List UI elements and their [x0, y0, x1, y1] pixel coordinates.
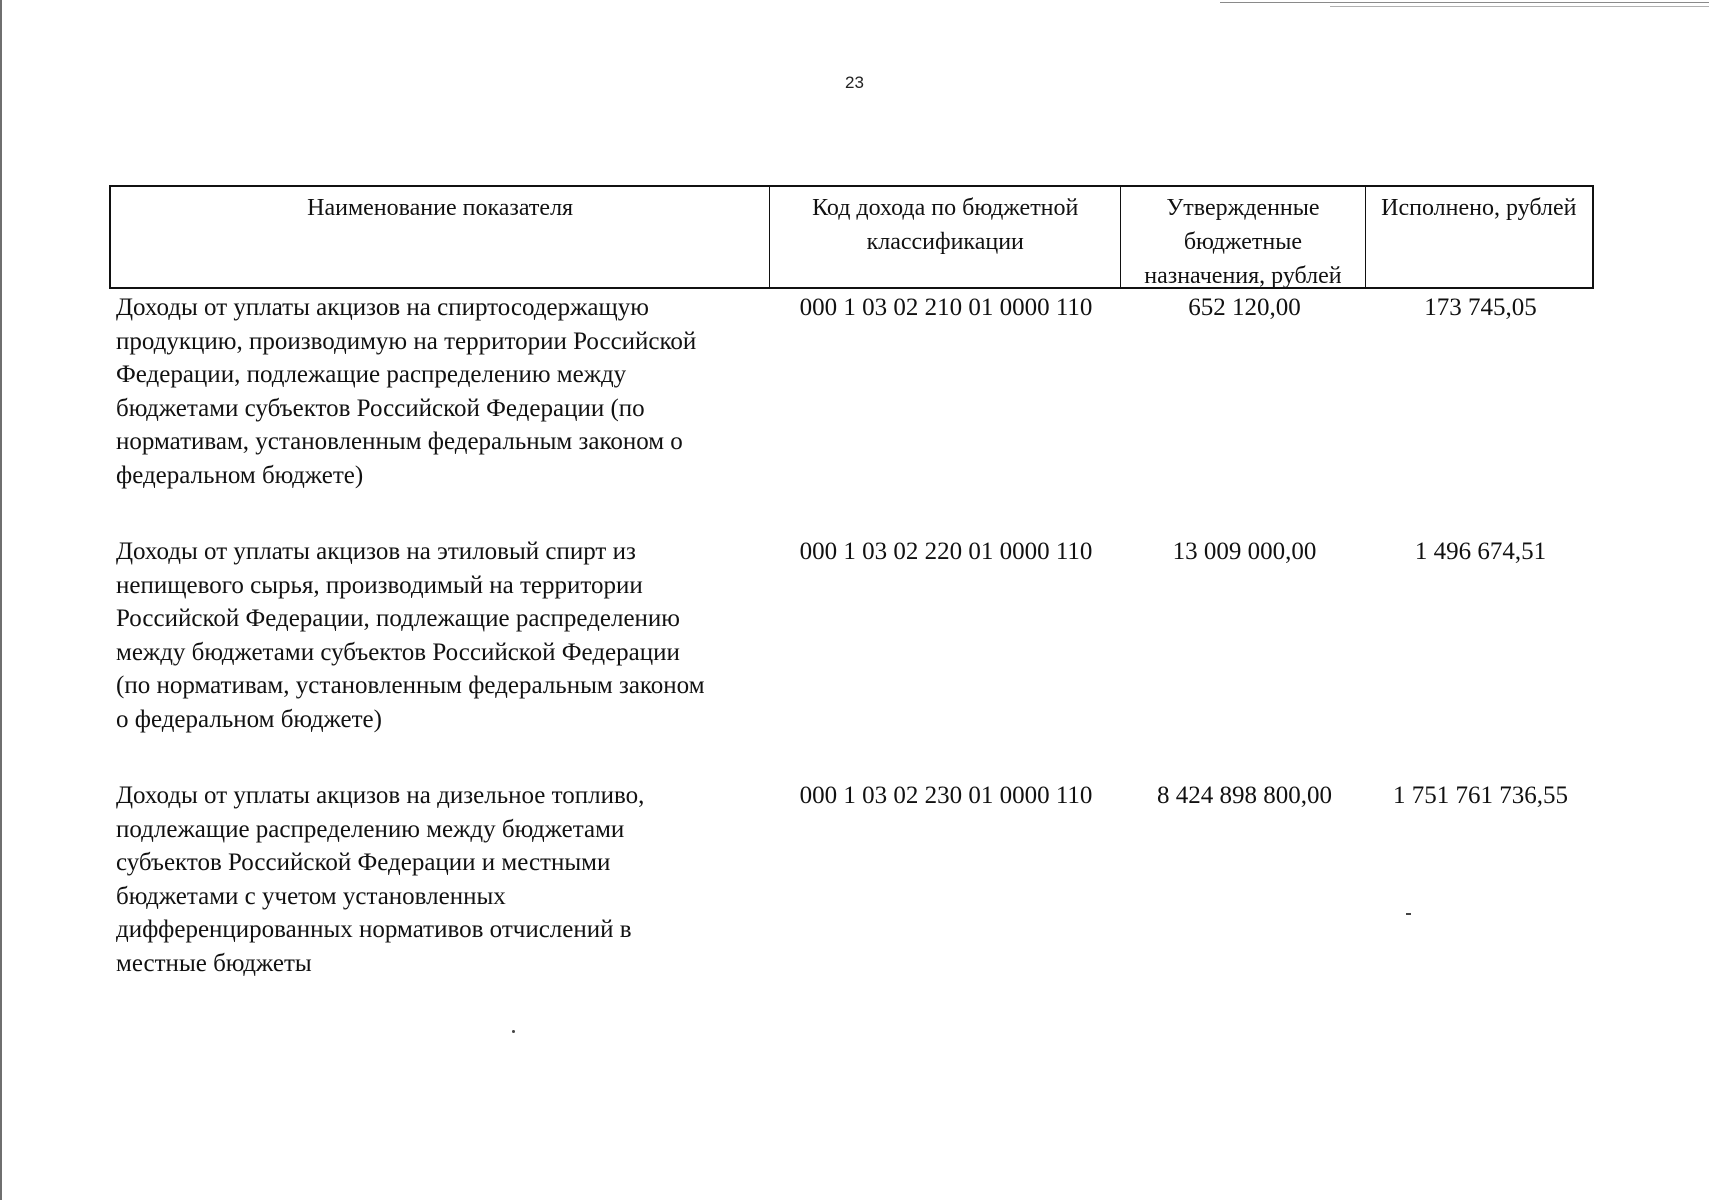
scan-edge-top	[1220, 2, 1709, 3]
table-row	[109, 779, 1594, 1023]
header-code: Код дохода по бюджетной классификации	[770, 187, 1121, 287]
row-name-line: бюджетами субъектов Российской Федерации (по	[116, 394, 645, 422]
row-name	[109, 535, 770, 779]
row-name-line: продукцию, производимую на территории Российской	[116, 327, 697, 355]
row-code: 000 1 03 02 230 01 0000 110	[799, 782, 1093, 809]
row-name-line: подлежащие распределению между бюджетами	[116, 815, 625, 843]
row-name-line: нормативам, установленным федеральным законом о	[116, 428, 683, 455]
row-name-line: непищевого сырья, производимый на территории	[116, 571, 643, 599]
table-body	[109, 291, 1594, 1023]
row-name-line: Доходы от уплаты акцизов на дизельное топливо,	[116, 782, 645, 809]
scan-edge-top-secondary	[1330, 6, 1709, 7]
row-name	[109, 291, 770, 535]
row-name-line: Федерации, подлежащие распределению между	[116, 361, 627, 388]
row-name-line: дифференцированных нормативов отчислений в	[116, 916, 632, 943]
row-code: 000 1 03 02 220 01 0000 110	[799, 538, 1093, 565]
header-plan: Утвержденные бюджетные назначения, рублей	[1121, 187, 1365, 287]
row-plan: 13 009 000,00	[1172, 538, 1317, 565]
row-name-line: местные бюджеты	[116, 949, 312, 977]
header-name: Наименование показателя	[111, 187, 770, 287]
row-name-line: Доходы от уплаты акцизов на спиртосодержащую	[116, 294, 649, 321]
row-name-line: Российской Федерации, подлежащие распределению	[116, 605, 680, 632]
row-name-line: (по нормативам, установленным федеральным законом	[116, 672, 705, 699]
row-name-line: субъектов Российской Федерации и местными	[116, 849, 611, 876]
scan-edge-left	[0, 0, 2, 1200]
table-row	[109, 291, 1594, 535]
page-number: 23	[845, 73, 864, 92]
row-name	[109, 779, 770, 1023]
row-name-line: между бюджетами субъектов Российской Федерации	[116, 638, 680, 666]
row-name-line: о федеральном бюджете)	[116, 705, 382, 733]
row-plan: 652 120,00	[1188, 294, 1301, 321]
row-done: 173 745,05	[1424, 294, 1537, 321]
row-done: 1 751 761 736,55	[1393, 782, 1568, 809]
row-name-line: бюджетами с учетом установленных	[116, 882, 506, 910]
row-code: 000 1 03 02 210 01 0000 110	[799, 294, 1093, 321]
table-header	[109, 185, 1594, 289]
row-done: 1 496 674,51	[1414, 538, 1547, 565]
row-plan: 8 424 898 800,00	[1157, 782, 1332, 809]
row-name-line: федеральном бюджете)	[116, 461, 364, 489]
row-name-line: Доходы от уплаты акцизов на этиловый спирт из	[116, 538, 636, 565]
table-row	[109, 535, 1594, 779]
header-done: Исполнено, рублей	[1381, 195, 1577, 221]
scan-speck	[512, 1030, 515, 1033]
